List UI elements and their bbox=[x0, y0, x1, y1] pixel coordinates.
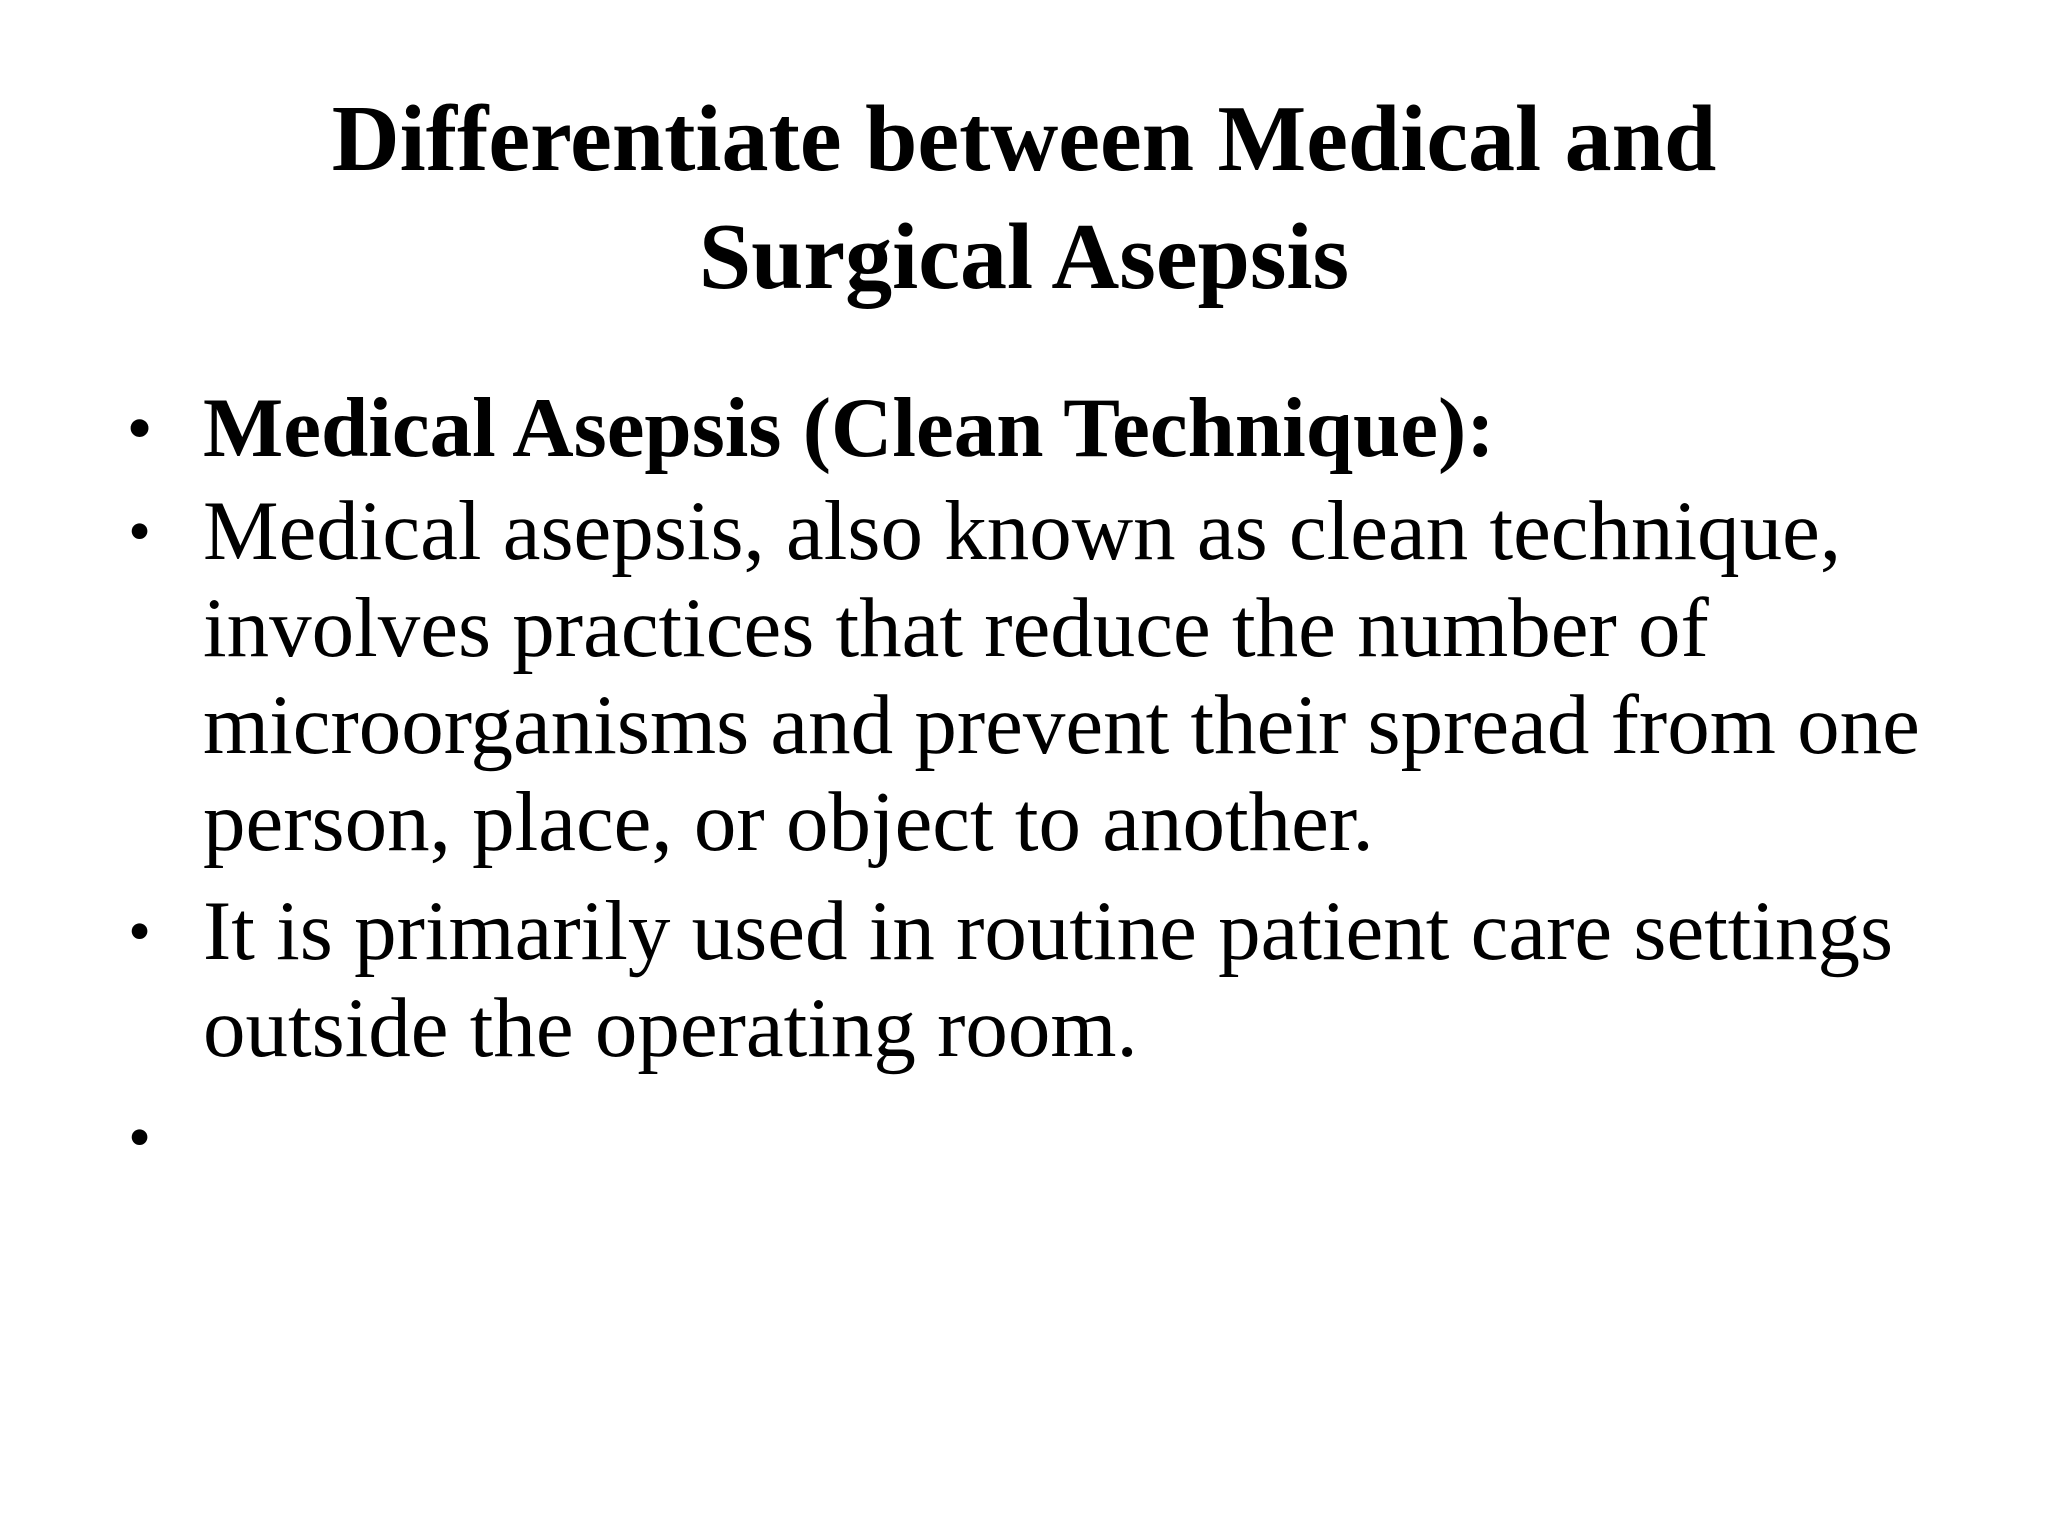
bullet-item-empty bbox=[128, 1089, 1928, 1186]
bullet-item-usage bbox=[128, 883, 1928, 1077]
bullet-text: Medical asepsis, also known as clean technique, involves practices that reduce the number of microorganisms and prevent their spread from one person, place, or object to another. bbox=[203, 484, 1920, 869]
bullet-icon: • bbox=[128, 392, 152, 465]
bullet-text: Medical Asepsis (Clean Technique): bbox=[203, 381, 1495, 475]
bullet-text: It is primarily used in routine patient care settings outside the operating room. bbox=[203, 884, 1894, 1075]
slide-title bbox=[0, 80, 2048, 316]
bullet-icon: • bbox=[128, 495, 152, 568]
bullet-item-definition bbox=[128, 483, 1928, 871]
title-line-1: Differentiate between Medical and bbox=[331, 87, 1717, 191]
bullet-icon: • bbox=[128, 1101, 152, 1174]
bullet-list bbox=[128, 380, 1928, 1186]
title-line-2: Surgical Asepsis bbox=[698, 205, 1350, 309]
bullet-item-heading bbox=[128, 380, 1928, 477]
bullet-icon: • bbox=[128, 895, 152, 968]
